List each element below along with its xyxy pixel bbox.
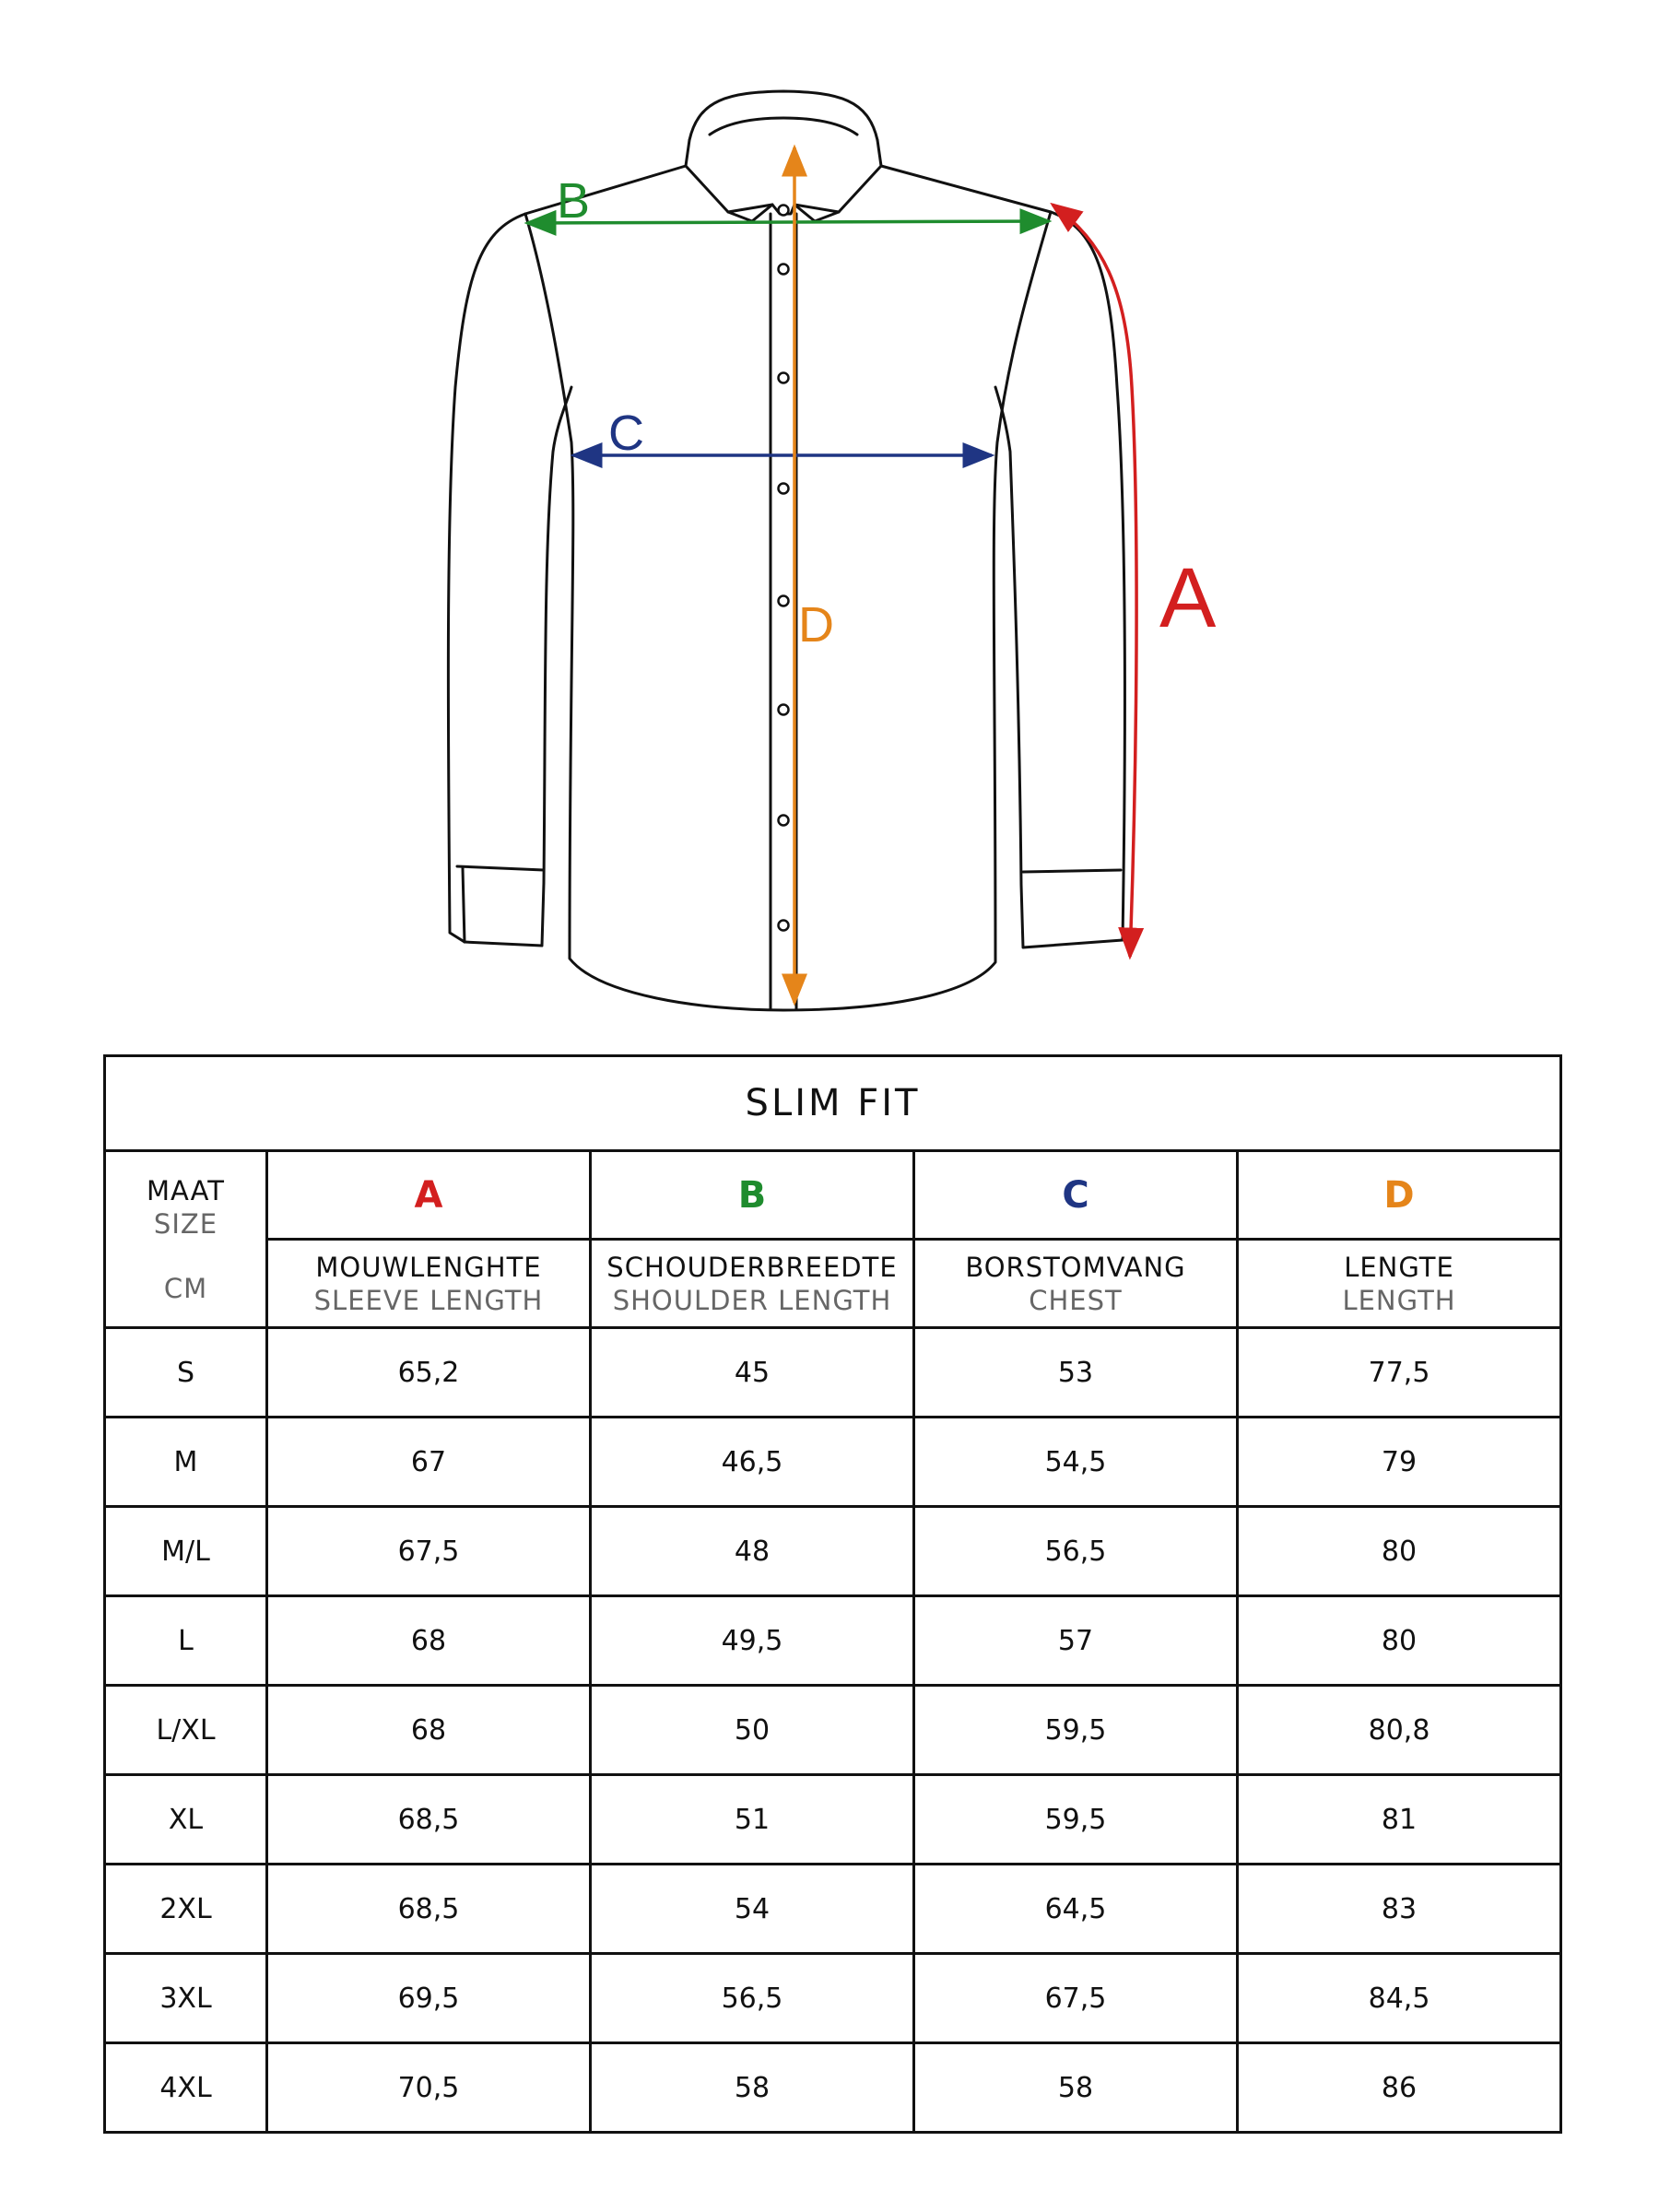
measurement-cell: 54,5 — [914, 1418, 1238, 1507]
shoulder-arrow — [527, 221, 1049, 223]
table-row — [105, 1686, 1561, 1775]
measurement-cell: 54 — [591, 1865, 914, 1954]
shirt-outline — [448, 91, 1124, 1010]
size-cell: 3XL — [105, 1954, 267, 2043]
column-label-d-en: LENGTH — [1342, 1284, 1456, 1316]
measurement-cell: 80,8 — [1238, 1686, 1561, 1775]
measurement-cell: 58 — [914, 2043, 1238, 2133]
measurement-cell: 57 — [914, 1596, 1238, 1686]
size-header — [105, 1151, 267, 1328]
letter-row — [105, 1151, 1561, 1240]
column-label-row — [105, 1240, 1561, 1328]
measurement-cell: 83 — [1238, 1865, 1561, 1954]
label-b: B — [557, 173, 591, 229]
size-cell: 2XL — [105, 1865, 267, 1954]
table-row — [105, 1775, 1561, 1865]
size-header-nl: MAAT — [147, 1174, 225, 1206]
measurement-cell: 46,5 — [591, 1418, 914, 1507]
table-title: SLIM FIT — [105, 1056, 1561, 1151]
measurement-cell: 50 — [591, 1686, 914, 1775]
measurement-cell: 56,5 — [914, 1507, 1238, 1596]
measurement-cell: 53 — [914, 1328, 1238, 1418]
measurement-cell: 67,5 — [267, 1507, 591, 1596]
measurement-cell: 80 — [1238, 1507, 1561, 1596]
column-label-a-nl: MOUWLENGHTE — [315, 1251, 542, 1283]
measurement-cell: 51 — [591, 1775, 914, 1865]
size-cell: S — [105, 1328, 267, 1418]
measurement-cell: 45 — [591, 1328, 914, 1418]
column-label-c-nl: BORSTOMVANG — [965, 1251, 1186, 1283]
table-row — [105, 1507, 1561, 1596]
measurement-cell: 48 — [591, 1507, 914, 1596]
measurement-cell: 68,5 — [267, 1775, 591, 1865]
measurement-cell: 67 — [267, 1418, 591, 1507]
table-row — [105, 1328, 1561, 1418]
measurement-cell: 59,5 — [914, 1775, 1238, 1865]
column-letter-d: D — [1238, 1151, 1561, 1240]
measurement-cell: 86 — [1238, 2043, 1561, 2133]
column-label-c — [914, 1240, 1238, 1328]
column-label-a-en: SLEEVE LENGTH — [313, 1284, 544, 1316]
measurement-cell: 77,5 — [1238, 1328, 1561, 1418]
column-label-b-en: SHOULDER LENGTH — [612, 1284, 892, 1316]
column-letter-a: A — [267, 1151, 591, 1240]
measurement-cell: 56,5 — [591, 1954, 914, 2043]
size-cell: L — [105, 1596, 267, 1686]
table-row — [105, 1865, 1561, 1954]
size-table — [103, 1054, 1562, 2134]
size-cell: 4XL — [105, 2043, 267, 2133]
measurement-cell: 65,2 — [267, 1328, 591, 1418]
label-d: D — [798, 597, 834, 653]
measurement-cell: 68,5 — [267, 1865, 591, 1954]
table-row — [105, 2043, 1561, 2133]
column-label-d-nl: LENGTE — [1344, 1251, 1454, 1283]
measurement-cell: 80 — [1238, 1596, 1561, 1686]
measurement-cell: 81 — [1238, 1775, 1561, 1865]
size-rows — [105, 1328, 1561, 2133]
label-c: C — [608, 406, 644, 461]
measurement-cell: 67,5 — [914, 1954, 1238, 2043]
column-label-b-nl: SCHOUDERBREEDTE — [606, 1251, 898, 1283]
size-cell: L/XL — [105, 1686, 267, 1775]
column-label-d — [1238, 1240, 1561, 1328]
table-row — [105, 1954, 1561, 2043]
measurement-cell: 79 — [1238, 1418, 1561, 1507]
size-cell: M — [105, 1418, 267, 1507]
measurement-cell: 84,5 — [1238, 1954, 1561, 2043]
shirt-diagram — [0, 0, 1659, 1051]
column-label-a — [267, 1240, 591, 1328]
table-title-row — [105, 1056, 1561, 1151]
label-a: A — [1159, 551, 1217, 645]
measurement-cell: 70,5 — [267, 2043, 591, 2133]
measurement-cell: 68 — [267, 1686, 591, 1775]
measurement-cell: 68 — [267, 1596, 591, 1686]
table-row — [105, 1596, 1561, 1686]
measurement-cell: 58 — [591, 2043, 914, 2133]
measurement-cell: 49,5 — [591, 1596, 914, 1686]
size-cell: M/L — [105, 1507, 267, 1596]
measurement-cell: 59,5 — [914, 1686, 1238, 1775]
size-header-unit: CM — [163, 1272, 208, 1304]
measurement-cell: 69,5 — [267, 1954, 591, 2043]
size-header-en: SIZE — [153, 1207, 218, 1240]
column-label-c-en: CHEST — [1029, 1284, 1123, 1316]
column-letter-c: C — [914, 1151, 1238, 1240]
shirt-buttons — [779, 206, 789, 931]
size-cell: XL — [105, 1775, 267, 1865]
measurement-cell: 64,5 — [914, 1865, 1238, 1954]
table-row — [105, 1418, 1561, 1507]
column-letter-b: B — [591, 1151, 914, 1240]
column-label-b — [591, 1240, 914, 1328]
